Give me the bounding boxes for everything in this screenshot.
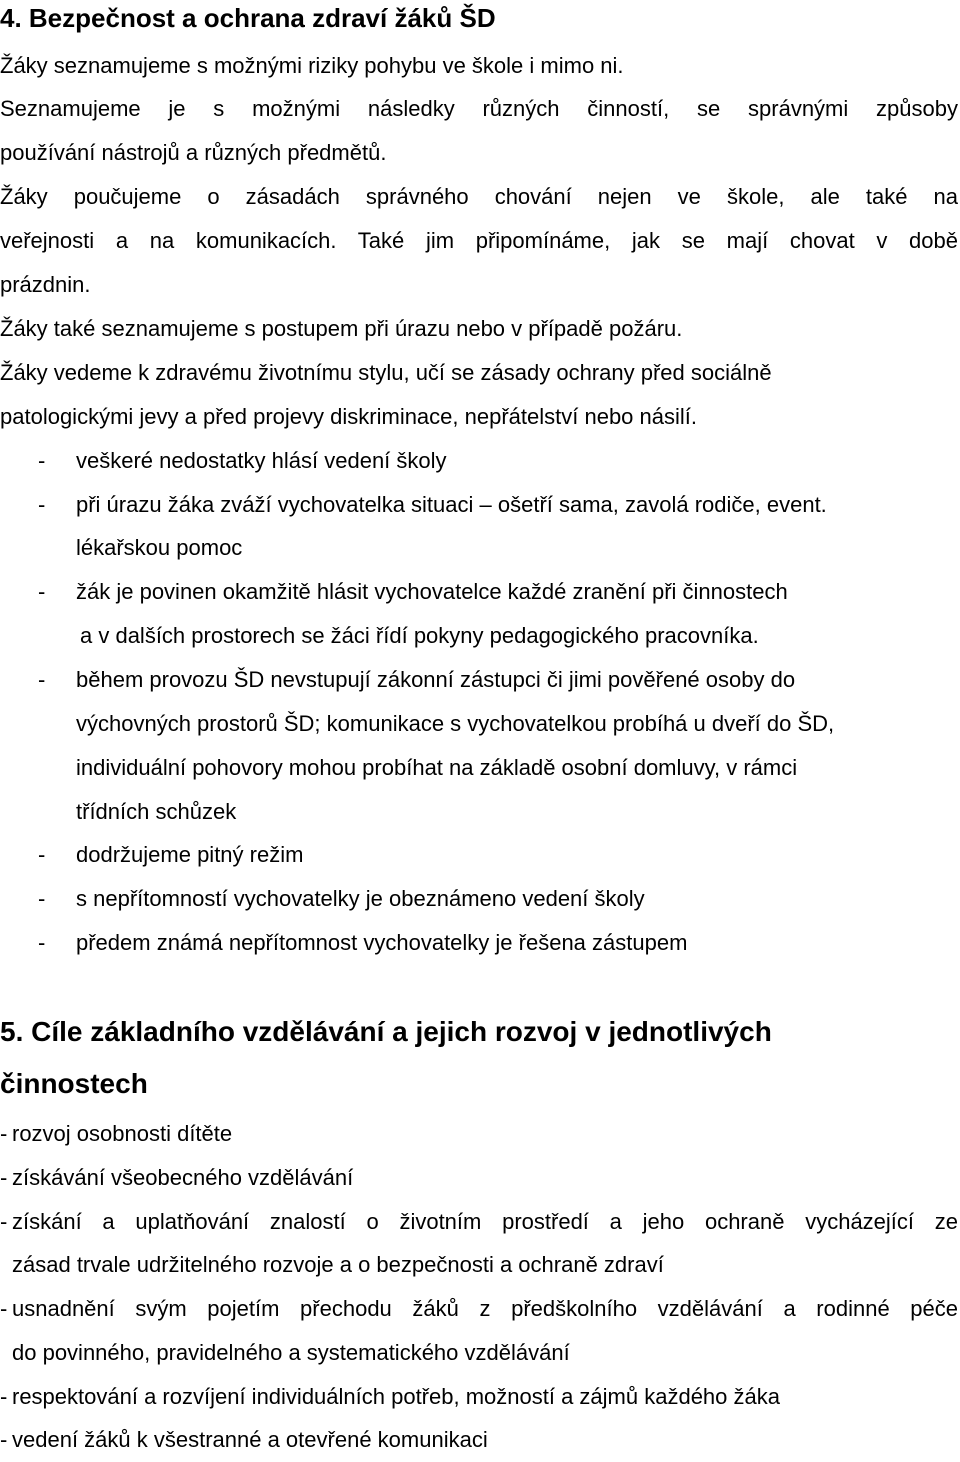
- section-4-heading: 4. Bezpečnost a ochrana zdraví žáků ŠD: [0, 3, 496, 33]
- list-item-text: a v dalších prostorech se žáci řídí pokyny pedagogického pracovníka.: [80, 623, 759, 648]
- list-dash: -: [0, 1121, 8, 1146]
- paragraph-line: Žáky také seznamujeme s postupem při úrazu nebo v případě požáru.: [0, 316, 683, 341]
- list-item-text: při úrazu žáka zváží vychovatelka situaci – ošetří sama, zavolá rodiče, event.: [76, 492, 827, 517]
- list-item: [0, 1375, 960, 1419]
- list-dash: -: [38, 842, 46, 867]
- list-item-text: během provozu ŠD nevstupují zákonní zástupci či jimi pověřené osoby do: [76, 667, 796, 692]
- list-item: [0, 1156, 960, 1200]
- list-item: [0, 570, 960, 614]
- list-item-text: respektování a rozvíjení individuálních potřeb, možností a zájmů každého žáka: [12, 1384, 780, 1409]
- section-5-heading-line-2: činnostech: [0, 1068, 148, 1099]
- list-item-text: předem známá nepřítomnost vychovatelky je řešena zástupem: [76, 930, 688, 955]
- list-item: [0, 1200, 960, 1244]
- list-dash: -: [38, 930, 46, 955]
- list-item-text: veškeré nedostatky hlásí vedení školy: [76, 448, 447, 473]
- list-item: [0, 658, 960, 702]
- list-item: [0, 833, 960, 877]
- list-item: [0, 921, 960, 965]
- list-item-text: usnadnění svým pojetím přechodu žáků z předškolního vzdělávání a rodinné péče: [12, 1296, 958, 1321]
- section-5-heading-line-1: 5. Cíle základního vzdělávání a jejich rozvoj v jednotlivých: [0, 1016, 772, 1047]
- list-item-text: lékařskou pomoc: [76, 535, 243, 560]
- list-dash: -: [38, 448, 46, 473]
- list-item: [0, 483, 960, 527]
- list-dash: -: [38, 492, 46, 517]
- list-item-text: dodržujeme pitný režim: [76, 842, 304, 867]
- paragraph-line: patologickými jevy a před projevy diskriminace, nepřátelství nebo násilí.: [0, 404, 697, 429]
- list-item-continuation: [0, 746, 960, 790]
- list-dash: -: [0, 1384, 8, 1409]
- list-item-continuation: [0, 614, 960, 658]
- list-dash: -: [0, 1427, 8, 1452]
- paragraph-line: Seznamujeme je s možnými následky různých činností, se správnými způsoby: [0, 96, 958, 121]
- paragraph-line: Žáky poučujeme o zásadách správného chování nejen ve škole, ale také na: [0, 184, 958, 209]
- list-item-continuation: [0, 702, 960, 746]
- list-item-continuation: [0, 1331, 960, 1375]
- list-item-continuation: [0, 790, 960, 834]
- paragraph-line: prázdnin.: [0, 272, 91, 297]
- list-item-text: rozvoj osobnosti dítěte: [12, 1121, 233, 1146]
- list-dash: -: [38, 667, 46, 692]
- list-dash: -: [0, 1165, 8, 1190]
- list-dash: -: [0, 1209, 8, 1234]
- list-item-text: do povinného, pravidelného a systematického vzdělávání: [12, 1340, 570, 1365]
- list-item: [0, 1418, 960, 1462]
- list-item-continuation: [0, 1243, 960, 1287]
- list-item-continuation: [0, 526, 960, 570]
- list-item: [0, 877, 960, 921]
- list-item-text: vedení žáků k všestranné a otevřené komunikaci: [12, 1427, 488, 1452]
- list-dash: -: [0, 1296, 8, 1321]
- list-item-text: žák je povinen okamžitě hlásit vychovatelce každé zranění při činnostech: [76, 579, 788, 604]
- paragraph-line: Žáky vedeme k zdravému životnímu stylu, učí se zásady ochrany před sociálně: [0, 360, 772, 385]
- list-item-text: s nepřítomností vychovatelky je obeznámeno vedení školy: [76, 886, 645, 911]
- list-item-text: individuální pohovory mohou probíhat na základě osobní domluvy, v rámci: [76, 755, 798, 780]
- list-item: [0, 439, 960, 483]
- list-item-text: výchovných prostorů ŠD; komunikace s vychovatelkou probíhá u dveří do ŠD,: [76, 711, 835, 736]
- list-dash: -: [38, 579, 46, 604]
- list-item-text: třídních schůzek: [76, 799, 237, 824]
- paragraph-line: veřejnosti a na komunikacích. Také jim připomínáme, jak se mají chovat v době: [0, 228, 958, 253]
- list-dash: -: [38, 886, 46, 911]
- list-item: [0, 1112, 960, 1156]
- list-item-text: zásad trvale udržitelného rozvoje a o bezpečnosti a ochraně zdraví: [12, 1252, 664, 1277]
- list-item-text: získávání všeobecného vzdělávání: [12, 1165, 354, 1190]
- paragraph-line: používání nástrojů a různých předmětů.: [0, 140, 387, 165]
- list-item-text: získání a uplatňování znalostí o životním prostředí a jeho ochraně vycházející ze: [12, 1209, 958, 1234]
- paragraph-line: Žáky seznamujeme s možnými riziky pohybu ve škole i mimo ni.: [0, 53, 624, 78]
- list-item: [0, 1287, 960, 1331]
